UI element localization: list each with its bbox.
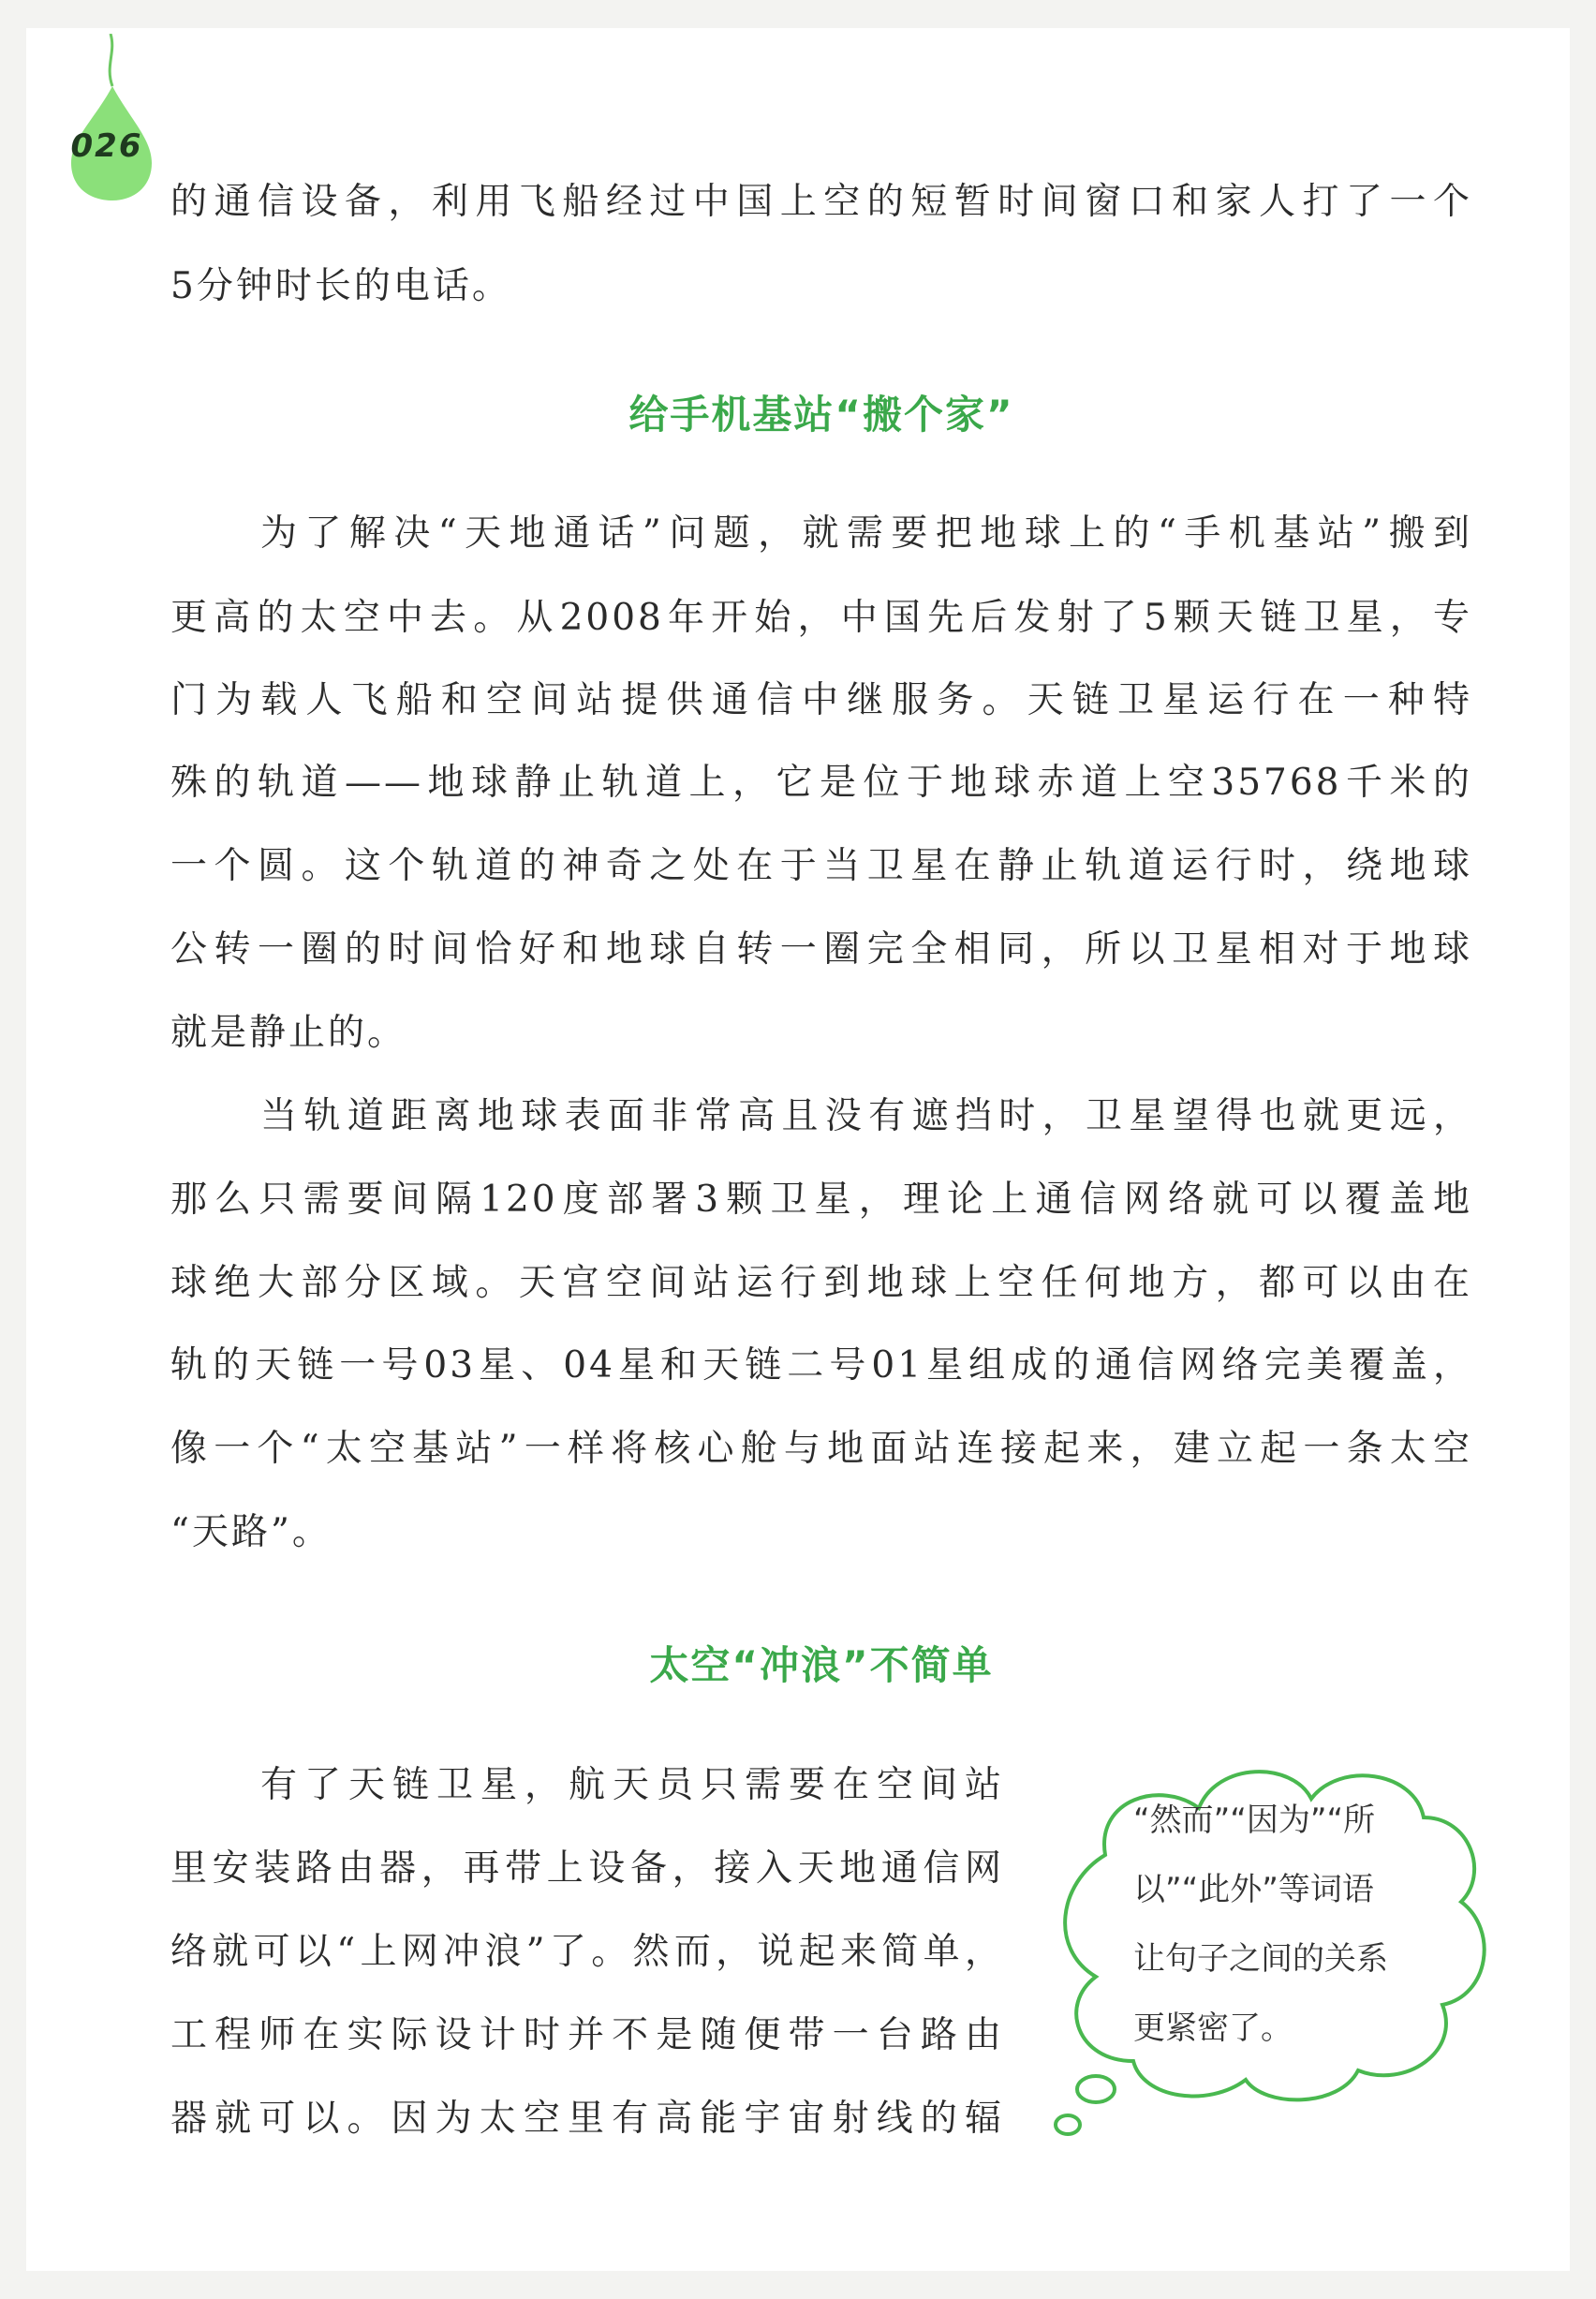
text-line: 就是静止的。 (170, 1012, 407, 1054)
text-line: 工程师在实际设计时并不是随便带一台路由 (170, 2014, 1004, 2056)
text-line: 轨的天链一号03星、04星和天链二号01星组成的通信网络完美覆盖， (170, 1344, 1472, 1387)
text-line: 殊的轨道——地球静止轨道上，它是位于地球赤道上空35768千米的 (170, 762, 1472, 804)
text-line: 像一个“太空基站”一样将核心舱与地面站连接起来，建立起一条太空 (170, 1428, 1472, 1470)
leaf-drop-icon (64, 34, 157, 202)
text-line: 更高的太空中去。从2008年开始，中国先后发射了5颗天链卫星，专 (170, 597, 1472, 639)
note-line: 更紧密了。 (1133, 2010, 1293, 2047)
text-line: 5分钟时长的电话。 (170, 265, 511, 307)
text-line: 当轨道距离地球表面非常高且没有遮挡时，卫星望得也就更远， (260, 1095, 1472, 1137)
note-line: “然而”“因为”“所 (1133, 1802, 1376, 1839)
text-line: 的通信设备，利用飞船经过中国上空的短暂时间窗口和家人打了一个 (170, 181, 1472, 223)
text-line: 门为载人飞船和空间站提供通信中继服务。天链卫星运行在一种特 (170, 679, 1472, 721)
page-number: 026 (70, 127, 143, 165)
text-line: 一个圆。这个轨道的神奇之处在于当卫星在静止轨道运行时，绕地球 (170, 845, 1472, 887)
note-line: 让句子之间的关系 (1133, 1940, 1388, 1978)
text-line: “天路”。 (170, 1511, 332, 1553)
text-line: 公转一圈的时间恰好和地球自转一圈完全相同，所以卫星相对于地球 (170, 928, 1472, 971)
note-bubble-text (1133, 1786, 1470, 2063)
text-line: 器就可以。因为太空里有高能宇宙射线的辐 (170, 2098, 1004, 2140)
text-line: 络就可以“上网冲浪”了。然而，说起来简单， (170, 1931, 1004, 1973)
text-line: 为了解决“天地通话”问题，就需要把地球上的“手机基站”搬到 (260, 512, 1472, 555)
text-line: 那么只需要间隔120度部署3颗卫星，理论上通信网络就可以覆盖地 (170, 1179, 1472, 1221)
text-line: 里安装路由器，再带上设备，接入天地通信网 (170, 1847, 1004, 1890)
section-heading: 给手机基站“搬个家” (628, 392, 1014, 438)
text-line: 有了天链卫星，航天员只需要在空间站 (260, 1764, 1004, 1806)
text-line: 球绝大部分区域。天宫空间站运行到地球上空任何地方，都可以由在 (170, 1262, 1472, 1304)
section-heading: 太空“冲浪”不简单 (649, 1642, 994, 1688)
note-line: 以”“此外”等词语 (1133, 1871, 1374, 1908)
